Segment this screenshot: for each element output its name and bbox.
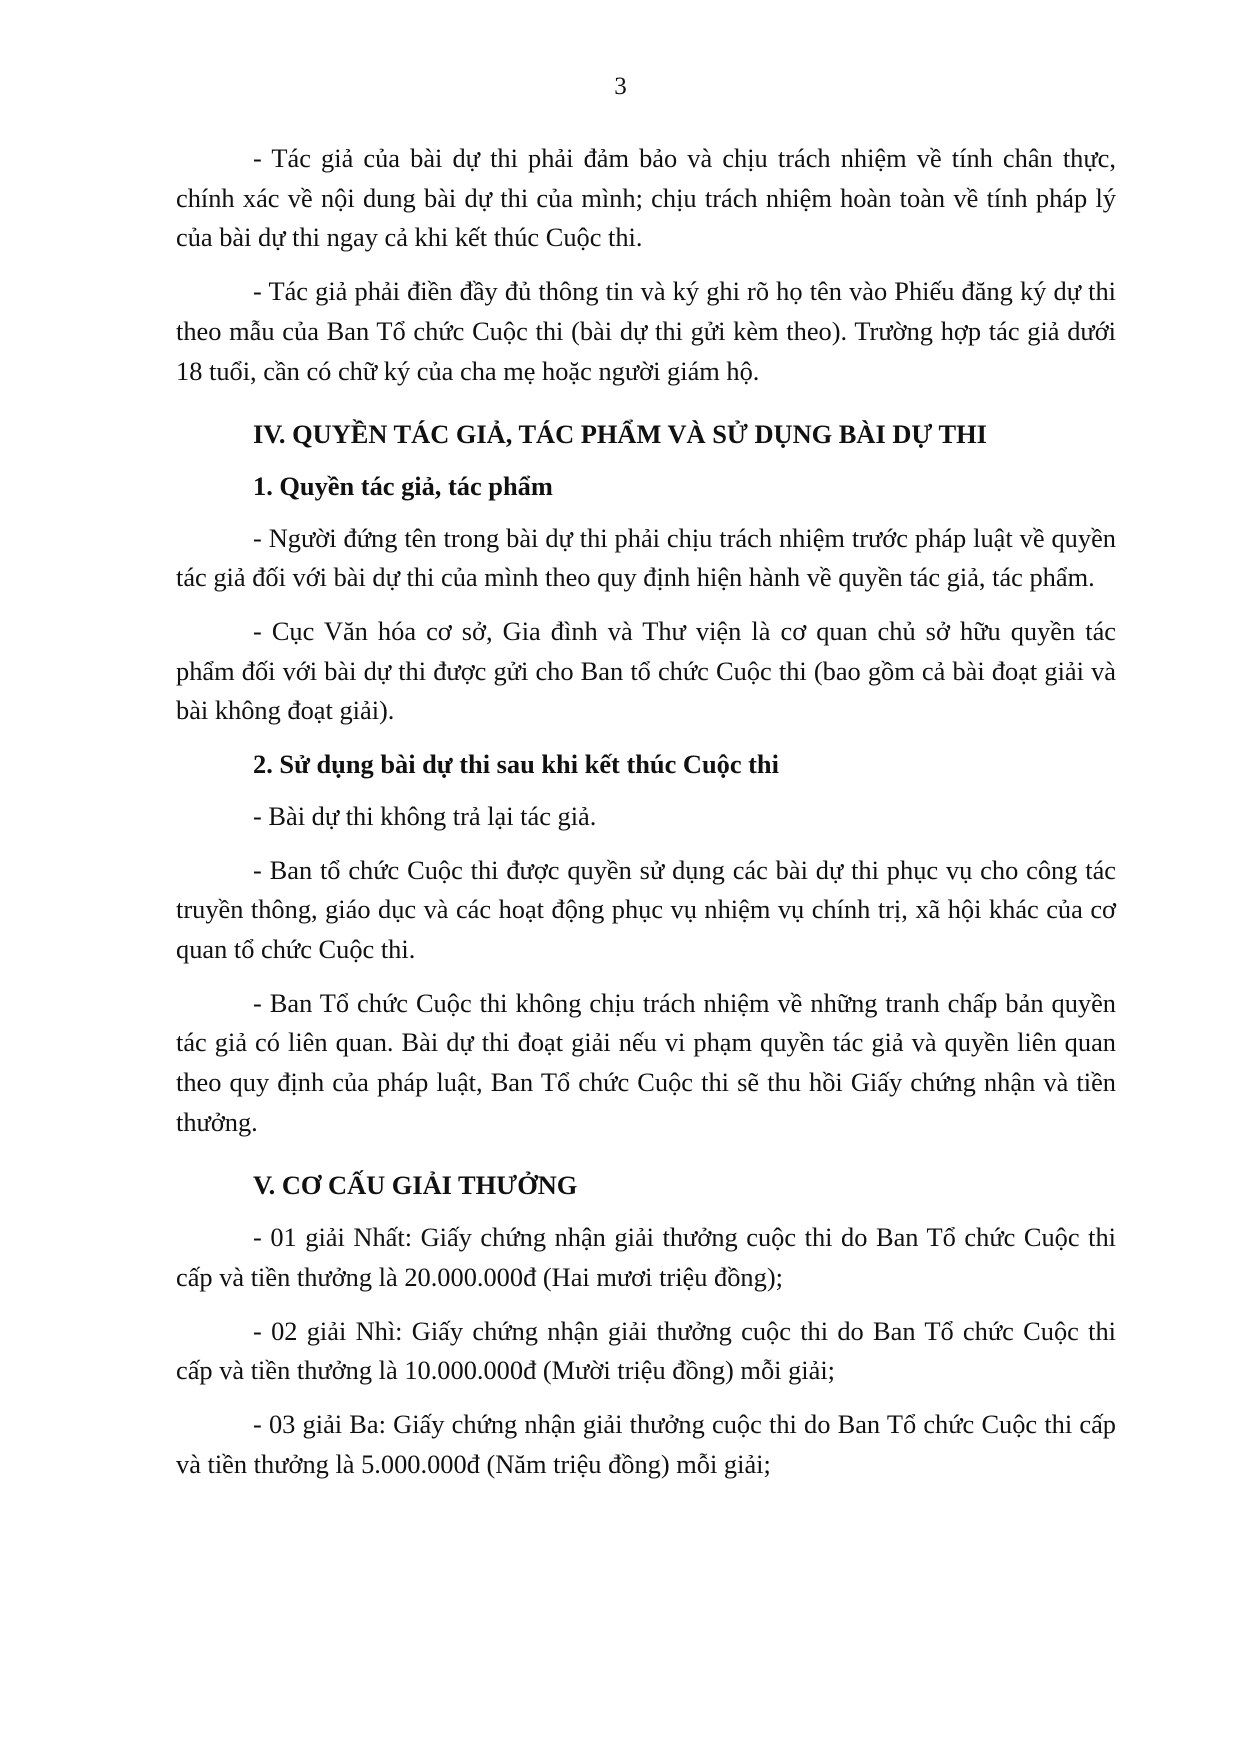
section-4-heading: IV. QUYỀN TÁC GIẢ, TÁC PHẨM VÀ SỬ DỤNG BÀI DỰ THI (253, 419, 987, 450)
subsection-2-heading: 2. Sử dụng bài dự thi sau khi kết thúc Cuộc thi (253, 749, 779, 780)
paragraph-registration-form: - Tác giả phải điền đầy đủ thông tin và ký ghi rõ họ tên vào Phiếu đăng ký dự thi theo mẫu của Ban Tổ chức Cuộc thi (bài dự thi gửi kèm theo). Trường hợp tác giả dưới 18 tuổi, cần có chữ ký của cha mẹ hoặc người giám hộ. (176, 276, 1116, 386)
document-body (176, 139, 1116, 1498)
copyright-item: - Cục Văn hóa cơ sở, Gia đình và Thư viện là cơ quan chủ sở hữu quyền tác phẩm đối với bài dự thi được gửi cho Ban tổ chức Cuộc thi (bao gồm cả bài đoạt giải và bài không đoạt giải). (176, 616, 1116, 726)
prize-item: - 01 giải Nhất: Giấy chứng nhận giải thưởng cuộc thi do Ban Tổ chức Cuộc thi cấp và tiền thưởng là 20.000.000đ (Hai mươi triệu đồng); (176, 1222, 1116, 1292)
usage-item: - Ban tổ chức Cuộc thi được quyền sử dụng các bài dự thi phục vụ cho công tác truyền thông, giáo dục và các hoạt động phục vụ nhiệm vụ chính trị, xã hội khác của cơ quan tổ chức Cuộc thi. (176, 854, 1116, 964)
subsection-1-heading: 1. Quyền tác giả, tác phẩm (253, 470, 553, 501)
section-5-heading: V. CƠ CẤU GIẢI THƯỞNG (253, 1170, 578, 1201)
usage-item: - Bài dự thi không trả lại tác giả. (253, 800, 597, 831)
usage-item: - Ban Tổ chức Cuộc thi không chịu trách nhiệm về những tranh chấp bản quyền tác giả có liên quan. Bài dự thi đoạt giải nếu vi phạm quyền tác giả và quyền liên quan theo quy định của pháp luật, Ban Tổ chức Cuộc thi sẽ thu hồi Giấy chứng nhận và tiền thưởng. (176, 987, 1116, 1137)
prize-item: - 02 giải Nhì: Giấy chứng nhận giải thưởng cuộc thi do Ban Tổ chức Cuộc thi cấp và tiền thưởng là 10.000.000đ (Mười triệu đồng) mỗi giải; (176, 1315, 1116, 1386)
copyright-item: - Người đứng tên trong bài dự thi phải chịu trách nhiệm trước pháp luật về quyền tác giả đối với bài dự thi của mình theo quy định hiện hành về quyền tác giả, tác phẩm. (176, 522, 1116, 593)
page-number: 3 (614, 73, 627, 100)
paragraph-author-responsibility: - Tác giả của bài dự thi phải đảm bảo và chịu trách nhiệm về tính chân thực, chính xác về nội dung bài dự thi của mình; chịu trách nhiệm hoàn toàn về tính pháp lý của bài dự thi ngay cả khi kết thúc Cuộc thi. (176, 143, 1116, 253)
prize-item: - 03 giải Ba: Giấy chứng nhận giải thưởng cuộc thi do Ban Tổ chức Cuộc thi cấp và tiền thưởng là 5.000.000đ (Năm triệu đồng) mỗi giải; (176, 1408, 1116, 1479)
